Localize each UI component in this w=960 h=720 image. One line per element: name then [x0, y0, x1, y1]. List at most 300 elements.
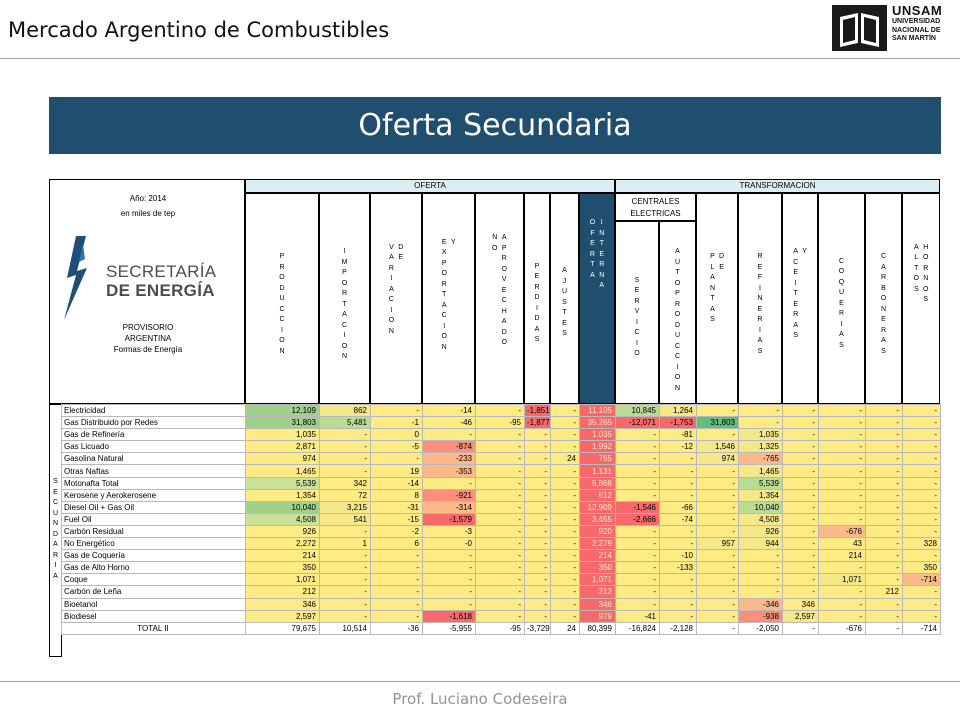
cell-value: - [819, 586, 866, 598]
cell-value: - [525, 465, 551, 477]
column-header-text [476, 233, 523, 349]
cell-value: - [616, 465, 660, 477]
cell-value: -10 [660, 550, 697, 562]
cell-value: - [320, 550, 371, 562]
cell-value: - [551, 550, 580, 562]
cell-value: - [371, 562, 423, 574]
cell-value: - [866, 550, 903, 562]
cell-value: - [320, 610, 371, 622]
cell-value: - [423, 562, 476, 574]
cell-value: - [551, 562, 580, 574]
cell-value: - [616, 586, 660, 598]
cell-value: - [616, 489, 660, 501]
cell-value: - [371, 610, 423, 622]
cell-value: - [616, 429, 660, 441]
column-header-text [371, 243, 421, 338]
row-label: Electricidad [62, 405, 246, 417]
column-header-3 [422, 193, 475, 404]
cell-value: 5,868 [580, 477, 616, 489]
cell-value: - [476, 574, 525, 586]
header-word: E X P O R T A C I O N [441, 238, 447, 351]
row-label: Gasolina Natural [62, 453, 246, 465]
cell-value: -2 [371, 525, 423, 537]
header-word: A L T O S [913, 243, 919, 293]
cell-value: 4,508 [739, 513, 783, 525]
cell-value: - [525, 501, 551, 513]
cell-value: - [783, 465, 819, 477]
cell-value: - [819, 453, 866, 465]
cell-value: - [525, 525, 551, 537]
cell-value: - [697, 550, 739, 562]
cell-value: 2,597 [246, 610, 320, 622]
cell-value: - [320, 562, 371, 574]
cell-value: - [551, 489, 580, 501]
cell-value: - [551, 405, 580, 417]
header-word: V A R I A C I O N [388, 243, 395, 335]
cell-value: - [660, 538, 697, 550]
cell-value: -1 [371, 417, 423, 429]
cell-value: - [819, 477, 866, 489]
header-word: R E F I N E R I A S [757, 253, 763, 355]
cell-value: -2,128 [660, 622, 697, 634]
cell-value: - [819, 405, 866, 417]
cell-value: - [476, 501, 525, 513]
cell-value: - [783, 429, 819, 441]
cell-value: - [616, 453, 660, 465]
header-word: D E [719, 253, 725, 271]
cell-value: - [783, 417, 819, 429]
cell-value: - [551, 429, 580, 441]
cell-value: - [660, 574, 697, 586]
column-header-4 [475, 193, 524, 404]
cell-value: 6 [371, 538, 423, 550]
cell-value: - [660, 489, 697, 501]
logo-line2: UNIVERSIDAD [892, 18, 941, 25]
cell-value: - [903, 489, 941, 501]
cell-value: 974 [697, 453, 739, 465]
cell-value: -14 [423, 405, 476, 417]
cell-value: - [320, 598, 371, 610]
logo-line3: NACIONAL DE [892, 26, 941, 34]
cell-value: 212 [246, 586, 320, 598]
cell-value: 979 [580, 610, 616, 622]
cell-value: - [697, 513, 739, 525]
cell-value: 11,105 [580, 405, 616, 417]
cell-value: - [320, 465, 371, 477]
column-header-8 [615, 221, 659, 404]
cell-value: 350 [246, 562, 320, 574]
cell-value: 72 [320, 489, 371, 501]
cell-value: 541 [320, 513, 371, 525]
cell-value: -81 [660, 429, 697, 441]
cell-value: - [551, 525, 580, 537]
table-row [62, 405, 941, 417]
cell-value: 3,455 [580, 513, 616, 525]
footer-divider [0, 681, 960, 682]
logo-text [892, 3, 942, 44]
cell-value: - [697, 586, 739, 598]
cell-value: - [783, 477, 819, 489]
cell-value: - [903, 441, 941, 453]
cell-value: - [551, 538, 580, 550]
cell-value: -133 [660, 562, 697, 574]
cell-value: - [783, 501, 819, 513]
cell-value: 35,265 [580, 417, 616, 429]
cell-value: -5,955 [423, 622, 476, 634]
cell-value: - [783, 550, 819, 562]
cell-value: - [866, 489, 903, 501]
cell-value: - [866, 441, 903, 453]
table-row [62, 586, 941, 598]
cell-value: - [739, 586, 783, 598]
cell-value: 346 [580, 598, 616, 610]
cell-value: - [476, 513, 525, 525]
header-word: A C E I T E R A S [793, 248, 799, 340]
cell-value: -1,753 [660, 417, 697, 429]
cell-value: - [320, 525, 371, 537]
cell-value: 2,279 [580, 538, 616, 550]
cell-value: -16,824 [616, 622, 660, 634]
data-table [61, 404, 941, 635]
cell-value: -66 [660, 501, 697, 513]
year-label: Año: 2014 [129, 194, 167, 203]
secretaria-line1: SECRETARÍA [106, 262, 217, 281]
cell-value: - [697, 525, 739, 537]
centrales-line1: CENTRALES [631, 197, 680, 206]
header-divider [0, 58, 960, 59]
row-label: Fuel Oil [62, 513, 246, 525]
cell-value: - [697, 429, 739, 441]
header-word: I M P O R T A C I O N [341, 248, 348, 361]
cell-value: - [697, 598, 739, 610]
cell-value: - [866, 429, 903, 441]
table-row [62, 429, 941, 441]
cell-value: -31 [371, 501, 423, 513]
cell-value: - [783, 562, 819, 574]
provisorio-label: PROVISORIO [122, 323, 174, 332]
cell-value: -676 [819, 525, 866, 537]
cell-value: - [525, 441, 551, 453]
cell-value: - [783, 453, 819, 465]
cell-value: - [697, 622, 739, 634]
cell-value: - [616, 525, 660, 537]
cell-value: - [866, 405, 903, 417]
cell-value: - [476, 465, 525, 477]
info-block [49, 179, 245, 404]
cell-value: 1,035 [580, 429, 616, 441]
cell-value: - [866, 525, 903, 537]
cell-value: - [476, 586, 525, 598]
header-word: O F E R T A [589, 219, 596, 279]
cell-value: - [739, 417, 783, 429]
cell-value: 12,909 [580, 501, 616, 513]
cell-value: - [525, 610, 551, 622]
cell-value: 346 [246, 598, 320, 610]
cell-value: - [525, 429, 551, 441]
cell-value: - [783, 574, 819, 586]
row-label: Kerosene y Aerokerosene [62, 489, 246, 501]
cell-value: - [697, 405, 739, 417]
cell-value: 31,803 [697, 417, 739, 429]
cell-value: - [739, 574, 783, 586]
cell-value: 1,354 [739, 489, 783, 501]
cell-value: - [819, 429, 866, 441]
cell-value: -1,618 [423, 610, 476, 622]
cell-value: 1,264 [660, 405, 697, 417]
cell-value: - [660, 598, 697, 610]
cell-value: - [660, 465, 697, 477]
cell-value: 920 [580, 525, 616, 537]
cell-value: - [819, 417, 866, 429]
cell-value: - [903, 453, 941, 465]
cell-value: - [320, 574, 371, 586]
cell-value: - [371, 574, 423, 586]
centrales-line2: ELECTRICAS [630, 209, 681, 218]
cell-value: - [616, 562, 660, 574]
cell-value: - [616, 538, 660, 550]
cell-value: - [476, 525, 525, 537]
cell-value: - [423, 477, 476, 489]
cell-value: - [423, 586, 476, 598]
header-word: A J U S T E S [561, 267, 568, 338]
total-row [62, 622, 941, 634]
table-row [62, 417, 941, 429]
cell-value: - [783, 489, 819, 501]
cell-value: 862 [320, 405, 371, 417]
cell-value: - [660, 477, 697, 489]
cell-value: - [525, 477, 551, 489]
book-logo-icon [832, 5, 887, 51]
cell-value: 1,546 [697, 441, 739, 453]
cell-value: - [903, 405, 941, 417]
cell-value: - [697, 501, 739, 513]
cell-value: -1,546 [616, 501, 660, 513]
cell-value: - [551, 610, 580, 622]
cell-value: -714 [903, 574, 941, 586]
cell-value: - [525, 598, 551, 610]
cell-value: -14 [371, 477, 423, 489]
cell-value: -233 [423, 453, 476, 465]
cell-value: - [866, 610, 903, 622]
cell-value: -1,877 [525, 417, 551, 429]
column-header-9 [659, 221, 696, 404]
cell-value: - [371, 550, 423, 562]
cell-value: -46 [423, 417, 476, 429]
cell-value: -1,851 [525, 405, 551, 417]
column-header-1 [319, 193, 370, 404]
cell-value: - [551, 513, 580, 525]
cell-value: 1,035 [739, 429, 783, 441]
cell-value: -95 [476, 417, 525, 429]
cell-value: -714 [903, 622, 941, 634]
cell-value: -676 [819, 622, 866, 634]
cell-value: 1,325 [739, 441, 783, 453]
cell-value: 974 [246, 453, 320, 465]
cell-value: - [551, 441, 580, 453]
column-header-14 [865, 193, 902, 404]
cell-value: - [551, 465, 580, 477]
cell-value: 10,514 [320, 622, 371, 634]
cell-value: 1,071 [246, 574, 320, 586]
table-row [62, 574, 941, 586]
cell-value: - [903, 586, 941, 598]
presentation-title: Mercado Argentino de Combustibles [8, 18, 390, 42]
cell-value: 214 [819, 550, 866, 562]
column-header-6 [550, 193, 579, 404]
cell-value: - [320, 453, 371, 465]
column-header-7 [579, 193, 615, 404]
table-row [62, 465, 941, 477]
slide-title-banner: Oferta Secundaria [49, 97, 941, 154]
cell-value: - [866, 417, 903, 429]
formas-label: Formas de Energía [113, 345, 183, 354]
cell-value: 31,803 [246, 417, 320, 429]
cell-value: - [616, 477, 660, 489]
cell-value: -921 [423, 489, 476, 501]
cell-value: - [903, 417, 941, 429]
cell-value: - [525, 453, 551, 465]
cell-value: -95 [476, 622, 525, 634]
header-word: P L A N T A S [709, 253, 715, 323]
cell-value: -1,579 [423, 513, 476, 525]
cell-value: -12 [660, 441, 697, 453]
cell-value: - [739, 550, 783, 562]
table-row [62, 489, 941, 501]
cell-value: - [616, 441, 660, 453]
cell-value: 5,539 [246, 477, 320, 489]
header-word: H O R N O S [923, 243, 929, 303]
column-header-15 [902, 193, 940, 404]
cell-value: 79,675 [246, 622, 320, 634]
cell-value: - [819, 441, 866, 453]
cell-value: - [320, 441, 371, 453]
table-row [62, 513, 941, 525]
cell-value: 1,035 [246, 429, 320, 441]
column-header-text [739, 252, 781, 357]
column-header-text [423, 238, 474, 354]
cell-value: -3 [423, 525, 476, 537]
header-word: P E R D I D A S [534, 262, 540, 343]
cell-value: - [783, 586, 819, 598]
cell-value: 10,040 [739, 501, 783, 513]
header-word: Y [450, 238, 456, 246]
cell-value: 350 [903, 562, 941, 574]
cell-value: -74 [660, 513, 697, 525]
column-header-12 [782, 193, 818, 404]
cell-value: - [660, 586, 697, 598]
section-label-text: S E C U N D A R I A [52, 478, 59, 580]
cell-value: - [819, 562, 866, 574]
row-label: Bioetanol [62, 598, 246, 610]
cell-value: -15 [371, 513, 423, 525]
cell-value: 24 [551, 622, 580, 634]
cell-value: - [660, 610, 697, 622]
column-header-text [819, 257, 864, 352]
cell-value: - [866, 465, 903, 477]
cell-value: - [660, 453, 697, 465]
header-word: S E R V I C I O [634, 276, 640, 357]
cell-value: - [525, 574, 551, 586]
cell-value: - [866, 477, 903, 489]
cell-value: - [320, 586, 371, 598]
table-row [62, 598, 941, 610]
column-header-5 [524, 193, 550, 404]
row-label: No Energético [62, 538, 246, 550]
cell-value: -765 [739, 453, 783, 465]
cell-value: - [819, 465, 866, 477]
logo-line4: SAN MARTÍN [892, 35, 936, 42]
cell-value: - [476, 405, 525, 417]
cell-value: - [697, 465, 739, 477]
column-header-text [551, 266, 578, 340]
cell-value: - [423, 429, 476, 441]
cell-value: - [320, 429, 371, 441]
cell-value: - [783, 513, 819, 525]
cell-value: - [476, 562, 525, 574]
cell-value: - [903, 610, 941, 622]
cell-value: 10,845 [616, 405, 660, 417]
cell-value: - [866, 622, 903, 634]
cell-value: 350 [580, 562, 616, 574]
cell-value: - [525, 489, 551, 501]
cell-value: 1,354 [246, 489, 320, 501]
table-row [62, 501, 941, 513]
row-label: Biodiesel [62, 610, 246, 622]
cell-value: - [476, 610, 525, 622]
column-header-text [246, 252, 318, 357]
column-header-text [866, 252, 901, 357]
cell-value: 19 [371, 465, 423, 477]
cell-value: - [525, 562, 551, 574]
cell-value: - [866, 453, 903, 465]
unit-label: en miles de tep [120, 209, 176, 218]
cell-value: 944 [739, 538, 783, 550]
cell-value: - [903, 525, 941, 537]
row-label: Diesel Oil + Gas Oil [62, 501, 246, 513]
cell-value: 2,871 [246, 441, 320, 453]
cell-value: - [371, 586, 423, 598]
cell-value: - [551, 574, 580, 586]
row-label: Gas de Coquería [62, 550, 246, 562]
cell-value: - [616, 550, 660, 562]
header-word: P R O D U C C I O N [279, 253, 285, 355]
column-header-10 [696, 193, 738, 404]
cell-value: - [697, 562, 739, 574]
cell-value: - [423, 550, 476, 562]
table-row [62, 441, 941, 453]
cell-value: -938 [739, 610, 783, 622]
cell-value: 765 [580, 453, 616, 465]
cell-value: - [423, 574, 476, 586]
cell-value: - [660, 525, 697, 537]
cell-value: 926 [739, 525, 783, 537]
table-row [62, 453, 941, 465]
column-header-11 [738, 193, 782, 404]
cell-value: 512 [580, 489, 616, 501]
cell-value: - [697, 574, 739, 586]
cell-value: - [783, 525, 819, 537]
cell-value: 5,481 [320, 417, 371, 429]
header-word: D E [398, 243, 404, 261]
cell-value: 212 [866, 586, 903, 598]
cell-value: 80,399 [580, 622, 616, 634]
cell-value: 2,597 [783, 610, 819, 622]
row-label: Carbón Residual [62, 525, 246, 537]
row-label: Gas de Alto Horno [62, 562, 246, 574]
cell-value: 4,508 [246, 513, 320, 525]
cell-value: 214 [580, 550, 616, 562]
column-header-13 [818, 193, 865, 404]
